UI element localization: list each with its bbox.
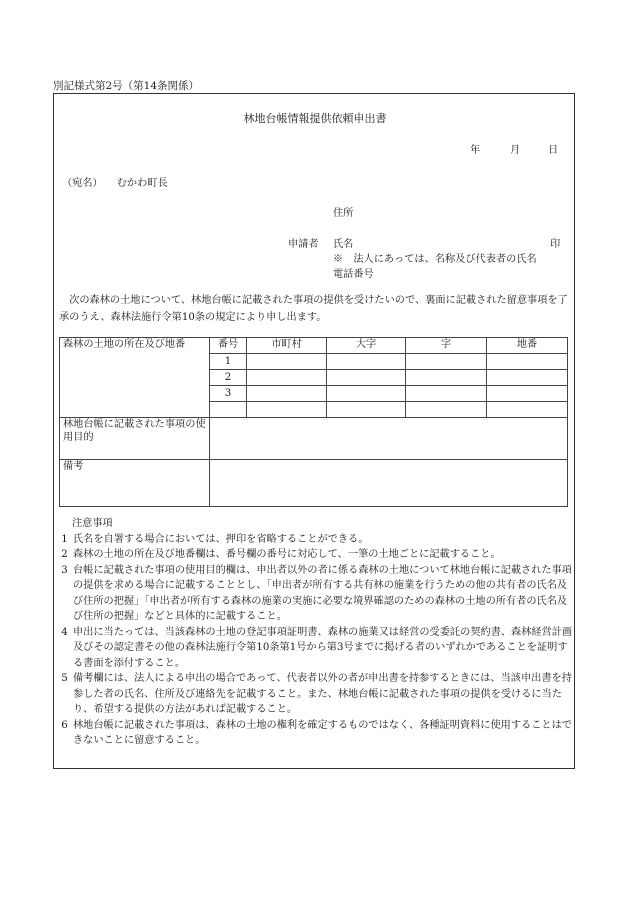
applicant-name-label: 氏名 [333, 239, 354, 250]
notes-section [56, 516, 574, 749]
corporate-note: ※ 法人にあっては、名称及び代表者の氏名 [333, 254, 537, 265]
aza-cell[interactable] [406, 402, 487, 418]
row-number: 2 [210, 370, 247, 386]
location-label: 森林の土地の所在及び地番 [60, 338, 210, 418]
lot-number-cell[interactable] [487, 370, 568, 386]
row-number: 3 [210, 386, 247, 402]
date-month: 月 [510, 145, 521, 156]
purpose-label: 林地台帳に記載された事項の使用目的 [60, 418, 210, 460]
date-line [470, 141, 558, 156]
municipality-cell[interactable] [247, 402, 327, 418]
purpose-field[interactable] [210, 418, 568, 460]
oaza-cell[interactable] [327, 354, 406, 370]
remarks-field[interactable] [210, 460, 568, 507]
addressee-name: むかわ町長 [116, 178, 168, 189]
date-day: 日 [548, 145, 559, 156]
row-number [210, 402, 247, 418]
aza-cell[interactable] [406, 354, 487, 370]
applicant-role-label: 申請者 [288, 239, 319, 250]
lot-number-cell[interactable] [487, 354, 568, 370]
note-number: 1 [61, 533, 68, 545]
note-item [56, 547, 574, 563]
note-text: 林地台帳に記載された事項は、森林の土地の権利を確定するものではなく、各種証明資料に使用することはできないことに留意すること。 [73, 719, 572, 746]
header-oaza: 大字 [327, 338, 406, 354]
oaza-cell[interactable] [327, 402, 406, 418]
note-text: 森林の土地の所在及び地番欄は、番号欄の番号に対応して、一筆の土地ごとに記載すること。 [73, 549, 501, 560]
document-title: 林地台帳情報提供依頼申出書 [243, 112, 387, 125]
oaza-cell[interactable] [327, 386, 406, 402]
form-label: 別記様式第2号（第14条関係） [53, 80, 200, 92]
note-item [56, 671, 574, 718]
header-municipality: 市町村 [247, 338, 327, 354]
note-item [56, 625, 574, 672]
applicant-phone-label: 電話番号 [333, 269, 374, 280]
date-year: 年 [470, 145, 481, 156]
header-number: 番号 [210, 338, 247, 354]
remarks-label: 備考 [60, 460, 210, 507]
header-lot-number: 地番 [487, 338, 568, 354]
aza-cell[interactable] [406, 386, 487, 402]
note-number: 4 [61, 626, 68, 638]
note-text: 台帳に記載された事項の使用目的欄は、申出者以外の者に係る森林の土地について林地台帳に記載された事項の提供を求める場合に記載することとし、「申出者が所有する共有林の施業を行うための他の共有者の氏名及び住所の把握」「申出者が所有する森林の施業の実施に必要な境界確認のための森林の土地の所有者の氏名及び住所の把握」などと具体的に記載すること。 [73, 564, 572, 622]
seal-mark: 印 [550, 239, 561, 250]
note-item [56, 563, 574, 625]
note-item [56, 532, 574, 548]
addressee-label: （宛名） [62, 178, 103, 189]
note-text: 申出に当たっては、当該森林の土地の登記事項証明書、森林の施業又は経営の受委託の契約書、森林経営計画及びその認定書その他の森林法施行令第10条第1号から第3号までに掲げる者のいずれかであることを証明する書面を添付すること。 [73, 626, 573, 669]
row-number: 1 [210, 354, 247, 370]
oaza-cell[interactable] [327, 370, 406, 386]
request-body-text: 次の森林の土地について、林地台帳に記載された事項の提供を受けたいので、裏面に記載された留意事項を了承のうえ、森林法施行令第10条の規定により申し出ます。 [59, 295, 568, 323]
note-text: 氏名を自署する場合においては、押印を省略することができる。 [73, 533, 369, 545]
addressee [62, 174, 168, 189]
note-text: 備考欄には、法人による申出の場合であって、代表者以外の者が申出書を持参するときには、当該申出書を持参した者の氏名、住所及び連絡先を記載すること。また、林地台帳に記載された事項の提供を受けるに当たり、希望する提供の方法があれば記載すること。 [73, 673, 572, 715]
note-number: 6 [61, 719, 68, 731]
note-number: 3 [61, 564, 68, 576]
municipality-cell[interactable] [247, 354, 327, 370]
note-number: 5 [61, 673, 68, 684]
applicant-address-label: 住所 [333, 208, 354, 219]
note-number: 2 [61, 549, 68, 560]
lot-number-cell[interactable] [487, 402, 568, 418]
note-item [56, 718, 574, 749]
municipality-cell[interactable] [247, 370, 327, 386]
aza-cell[interactable] [406, 370, 487, 386]
header-aza: 字 [406, 338, 487, 354]
land-info-table [59, 337, 568, 507]
notes-title: 注意事項 [72, 518, 113, 529]
municipality-cell[interactable] [247, 386, 327, 402]
lot-number-cell[interactable] [487, 386, 568, 402]
